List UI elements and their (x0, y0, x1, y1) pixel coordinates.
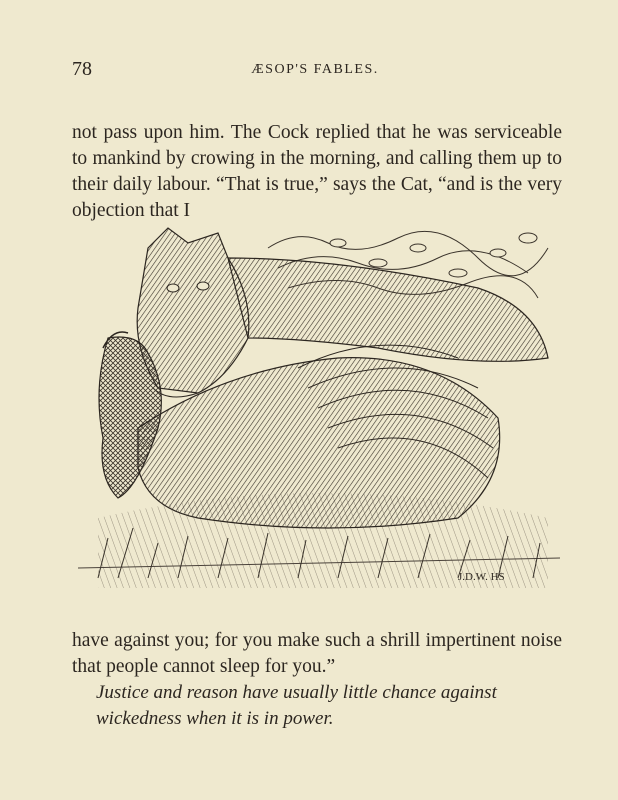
cat-and-cock-engraving (78, 218, 560, 588)
artist-signature: J.D.W. HS (458, 571, 505, 583)
page-header (72, 58, 558, 82)
moral-text: Justice and reason have usually little chance against wickedness when it is in power. (96, 682, 497, 729)
body-text-bottom: have against you; for you make such a shrill impertinent noise that people cannot sleep for you.” (72, 629, 562, 677)
body-text-top: not pass upon him. The Cock replied that he was serviceable to mankind by crowing in the morning, and calling them up to their daily labour. “That is true,” says the Cat, “and is the very objection that I (72, 121, 562, 221)
running-head: ÆSOP'S FABLES. (251, 62, 379, 77)
page-number: 78 (72, 58, 92, 80)
